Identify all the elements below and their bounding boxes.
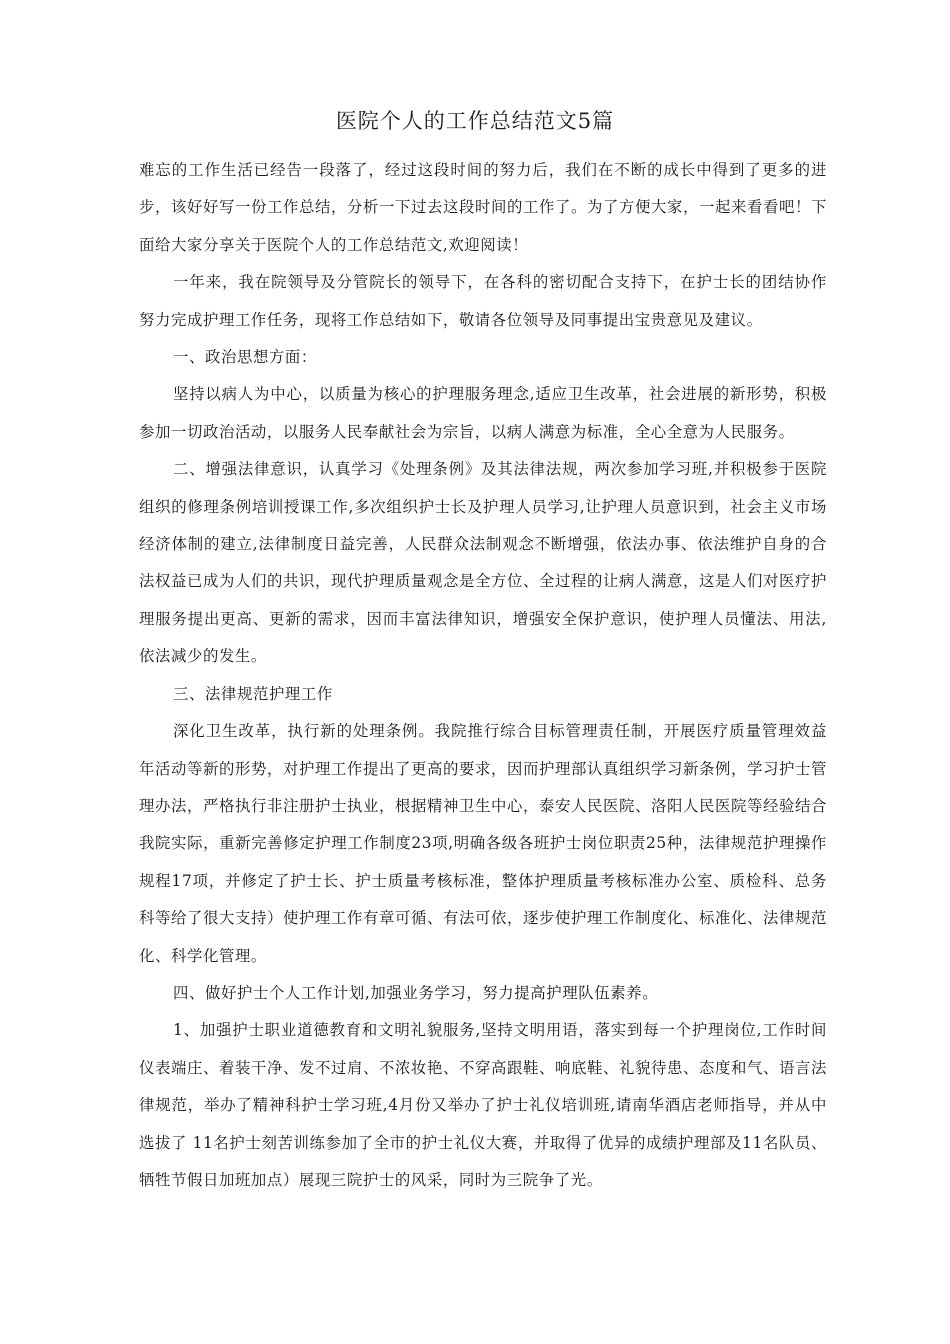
politics-paragraph: 坚持以病人为中心，以质量为核心的护理服务理念,适应卫生改革，社会进展的新形势，积极参加一切政治活动，以服务人民奉献社会为宗旨，以病人满意为标准，全心全意为人民服务。 xyxy=(139,385,827,441)
law-awareness-paragraph: 二、增强法律意识，认真学习《处理条例》及其法律法规，两次参加学习班,并积极参于医院组织的修理条例培训授课工作,多次组织护士长及护理人员学习,让护理人员意识到，社会主义市场经济体制的建立,法律制度日益完善，人民群众法制观念不断增强，依法办事、依法维护自身的合法权益已成为人们的共识，现代护理质量观念是全方位、全过程的让病人满意，这是人们对医疗护理服务提出更高、更新的需求，因而丰富法律知识，增强安全保护意识，使护理人员懂法、用法,依法减少的发生。 xyxy=(139,460,827,666)
document-body xyxy=(139,152,827,1199)
section-heading-politics: 一、政治思想方面： xyxy=(173,348,317,367)
section-heading-work-plan: 四、做好护士个人工作计划,加强业务学习，努力提高护理队伍素养。 xyxy=(173,983,659,1002)
ethics-paragraph: 1、加强护士职业道德教育和文明礼貌服务,坚持文明用语，落实到每一个护理岗位,工作时间仪表端庄、着装干净、发不过肩、不浓妆艳、不穿高跟鞋、响底鞋、礼貌待患、态度和气、语言法律规范，举办了精神科护士学习班,4月份又举办了护士礼仪培训班,请南华酒店老师指导，并从中选拔了 11名护士刻苦训练参加了全市的护士礼仪大赛，并取得了优异的成绩护理部及11名队员、牺牲节假日加班加点）展现三院护士的风采，同时为三院争了光。 xyxy=(139,1021,827,1189)
section-heading-nursing-regulation: 三、法律规范护理工作 xyxy=(173,684,333,703)
document-title: 医院个人的工作总结范文5篇 xyxy=(335,109,615,133)
overview-paragraph: 一年来，我在院领导及分管院长的领导下，在各科的密切配合支持下，在护士长的团结协作努力完成护理工作任务，现将工作总结如下，敬请各位领导及同事提出宝贵意见及建议。 xyxy=(139,273,827,329)
nursing-regulation-paragraph: 深化卫生改革，执行新的处理条例。我院推行综合目标管理责任制，开展医疗质量管理效益年活动等新的形势，对护理工作提出了更高的要求，因而护理部认真组织学习新条例，学习护士管理办法，严格执行非注册护士执业，根据精神卫生中心，泰安人民医院、洛阳人民医院等经验结合我院实际，重新完善修定护理工作制度23项,明确各级各班护士岗位职责25种，法律规范护理操作规程17项，并修定了护士长、护士质量考核标准，整体护理质量考核标准办公室、质检科、总务科等给了很大支持）使护理工作有章可循、有法可依，逐步使护理工作制度化、标准化、法律规范化、科学化管理。 xyxy=(139,722,827,965)
intro-paragraph: 难忘的工作生活已经告一段落了，经过这段时间的努力后，我们在不断的成长中得到了更多的进步，该好好写一份工作总结，分析一下过去这段时间的工作了。为了方便大家，一起来看看吧！下面给大家分享关于医院个人的工作总结范文,欢迎阅读！ xyxy=(139,161,827,254)
